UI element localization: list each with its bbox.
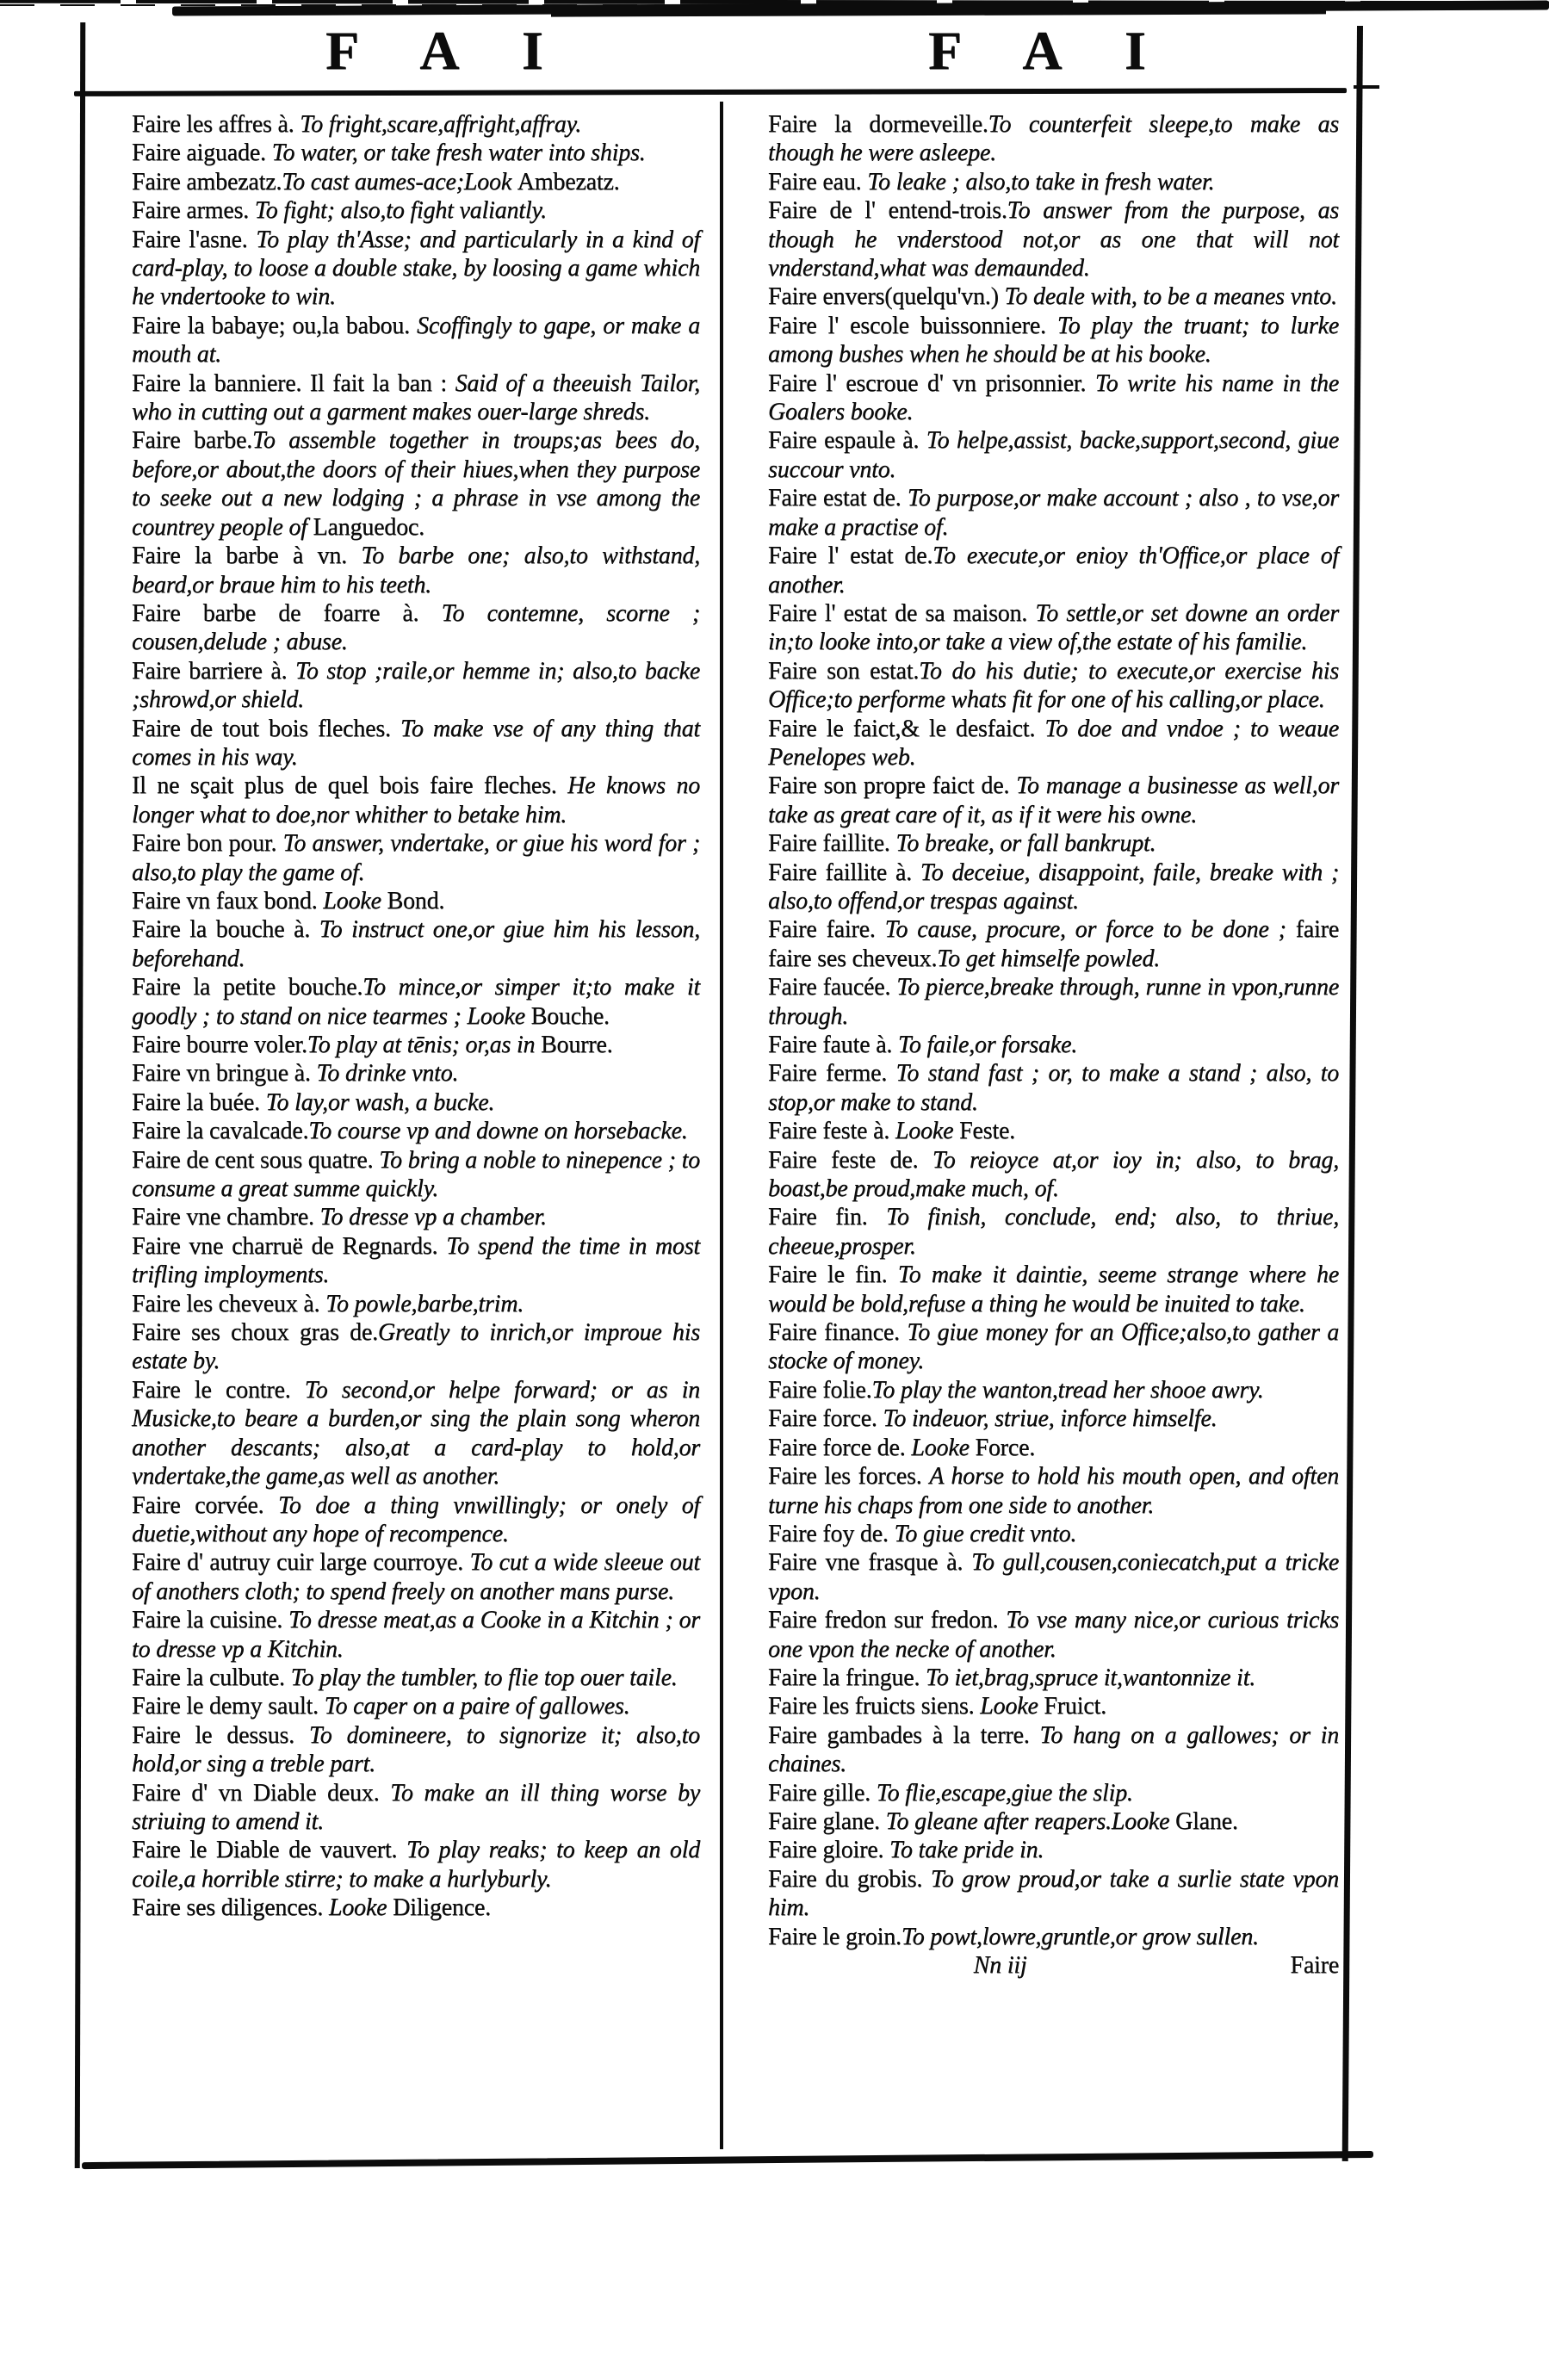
entry-headword-text: Faire vne charruë de Regnards. [132,1232,447,1260]
entry-definition-text: To play th'Asse; and particularly in a kind of card-play, to loose a double stake, by loosing a game which he vndertooke to win. [132,226,700,311]
entry-headword-text: Faire faire. [768,916,885,944]
entry-definition-text: To breake, or fall bankrupt. [895,830,1156,858]
entry-headword-text: Bouche. [530,1002,610,1030]
entry-headword-text: Bond. [387,887,445,914]
entry-headword-text: Faire finance. [768,1319,908,1347]
entry-definition-text: To giue money for an Office;also,to gather a stocke of money. [768,1319,1339,1375]
entry-definition-text: To do his dutie; to execute,or exercise his Office;to performe whats fit for one of his calling,or place. [768,657,1339,714]
entry-definition-text: To counterfeit sleepe,to make as though he were asleepe. [768,111,1339,167]
dictionary-entry [132,1117,700,1145]
entry-headword-text: Faire la buée. [132,1088,266,1116]
entry-headword-text: Faire la bouche à. [132,916,319,944]
entry-definition-text: To play the wanton,tread her shooe awry. [871,1376,1264,1404]
column-right [768,110,1339,1980]
entry-headword-text: Faire faucée. [768,974,897,1001]
entry-headword-text: Faire feste de. [768,1146,932,1174]
dictionary-entry [768,1664,1339,1692]
entry-headword-text: Faire ferme. [768,1060,896,1088]
entry-definition-text: To make an ill thing worse by striuing to amend it. [132,1779,701,1835]
entry-headword-text: Faire la dormeveille. [768,111,988,138]
entry-definition-text: Looke [980,1693,1044,1720]
entry-definition-text: To doe a thing vnwillingly; or onely of duetie,without any hope of recompence. [132,1491,700,1547]
entry-headword-text: Faire eau. [768,168,868,195]
entry-headword-text: Faire barbe de foarre à. [132,599,442,627]
entry-definition-text: To reioyce at,or ioy in; also, to brag, boast,be proud,make much, of. [768,1146,1340,1203]
dictionary-entry [768,1807,1339,1836]
entry-headword-text: Faire de cent sous quatre. [132,1146,380,1174]
entry-definition-text: To purpose,or make account ; also , to vse,or make a practise of. [768,485,1339,541]
dictionary-entry [768,1203,1339,1261]
dictionary-entry [768,772,1339,829]
entry-definition-text: To cast aumes-ace;Look [282,168,517,195]
dictionary-entry [768,973,1339,1031]
dictionary-entry [132,168,700,196]
dictionary-entry [132,1664,700,1692]
gathering-signature: Nn iij [973,1952,1027,1979]
dictionary-entry [768,312,1339,369]
column-divider-rule [720,102,723,2149]
dictionary-entry [132,1692,700,1720]
entry-definition-text: To indeuor, striue, inforce himselfe. [883,1405,1218,1433]
entry-headword-text: Fruict. [1044,1693,1106,1720]
entry-headword-text: Faire l' estat de. [768,542,933,570]
entry-headword-text: Faire barriere à. [132,657,296,685]
entry-headword-text: Faire faute à. [768,1032,898,1058]
dictionary-entry [768,426,1339,484]
entry-definition-text: To deale with, to be a meanes vnto. [1004,283,1337,311]
entry-definition-text: To settle,or set downe an order in;to looke into,or take a view of,the estate of his familie. [768,599,1339,656]
dictionary-entry [768,858,1339,916]
header-rule-dash [1354,85,1379,89]
entry-headword-text: Faire l'asne. [132,226,257,253]
entry-headword-text: Faire d' autruy cuir large courroye. [132,1549,470,1577]
entry-definition-text: To assemble together in troups;as bees do, before,or about,the doors of their hiues,when they purpose to seeke out a new lodging ; a phrase in vse among the countrey people of [132,427,701,541]
entry-headword-text: Languedoc. [313,513,424,541]
entry-definition-text: To answer, vndertake, or giue his word for ; also,to play the game of. [132,830,700,886]
entry-headword-text: Faire le Diable de vauvert. [132,1837,406,1864]
frame-left-border [75,22,86,2168]
entry-definition-text: To gleane after reapers.Looke [885,1807,1176,1835]
entry-headword-text: Faire les forces. [768,1463,930,1491]
entry-headword-text: Faire vne frasque à. [768,1549,972,1577]
dictionary-entry [132,1203,700,1231]
entry-definition-text: To get himselfe powled. [937,945,1160,972]
dictionary-entry [132,1146,700,1204]
entry-definition-text: To finish, conclude, end; also, to thriue, cheeue,prosper. [768,1204,1339,1260]
entry-definition-text: To drinke vnto. [316,1060,459,1088]
entry-headword-text: Faire la babaye; ou,la babou. [132,312,418,339]
entry-headword-text: Bourre. [541,1032,613,1058]
entry-headword-text: Faire armes. [132,197,255,225]
entry-definition-text: To leake ; also,to take in fresh water. [867,168,1215,195]
dictionary-entry [132,1779,700,1837]
dictionary-entry [132,829,700,887]
dictionary-entry [132,1376,700,1491]
dictionary-entry [768,1721,1339,1779]
entry-definition-text: Looke [328,1894,393,1922]
entry-headword-text: Faire vn faux bond. [132,887,324,914]
entry-definition-text: To instruct one,or giue him his lesson, beforehand. [132,916,700,972]
dictionary-entry [768,715,1339,772]
dictionary-entry [768,1779,1339,1807]
dictionary-entry [132,1088,700,1117]
entry-definition-text: To fright,scare,affright,affray. [300,111,582,138]
entry-definition-text: To lay,or wash, a bucke. [265,1088,495,1116]
dictionary-entry [768,1548,1339,1606]
entry-headword-text: Faire son estat. [768,657,920,685]
entry-headword-text: Faire bourre voler. [132,1032,307,1058]
entry-definition-text: To pierce,breake through, runne in vpon,runne through. [768,974,1339,1030]
dictionary-entry [768,1376,1339,1404]
entry-definition-text: To grow proud,or take a surlie state vpon him. [768,1865,1339,1922]
dictionary-entry [132,1721,700,1779]
entry-headword-text: Faire le demy sault. [132,1693,325,1720]
entry-headword-text: Faire son propre faict de. [768,772,1017,800]
dictionary-entry [768,829,1339,858]
dictionary-entry [132,1059,700,1088]
dictionary-entry [132,599,700,657]
entry-definition-text: To write his name in the Goalers booke. [768,369,1339,426]
dictionary-entry [132,1836,700,1893]
entry-headword-text: Faire force. [768,1405,883,1433]
entry-definition-text: To manage a businesse as well,or take as great care of it, as if it were his owne. [768,772,1339,828]
entry-definition-text: Looke [323,887,387,914]
dictionary-entry [132,110,700,139]
dictionary-entry [768,1318,1339,1376]
entry-definition-text: To hang on a gallowes; or in chaines. [768,1721,1339,1778]
entry-headword-text: Faire gille. [768,1779,877,1807]
entry-headword-text: Faire d' vn Diable deux. [132,1779,391,1807]
entry-definition-text: To dresse meat,as a Cooke in a Kitchin ; or to dresse vp a Kitchin. [132,1607,700,1663]
running-head-left: F A I [325,20,569,81]
dictionary-entry [768,369,1339,427]
entry-definition-text: To answer from the purpose, as though he vnderstood not,or as one that will not vnderstand,what was demaunded. [768,197,1339,282]
entry-definition-text: A horse to hold his mouth open, and often turne his chaps from one side to another. [768,1463,1339,1519]
entry-headword-text: Faire glane. [768,1807,886,1835]
entry-definition-text: To mince,or simper it;to make it goodly ; to stand on nice tearmes ; Looke [132,974,701,1030]
entry-definition-text: To play reaks; to keep an old coile,a horrible stirre; to make a hurlyburly. [132,1837,700,1893]
entry-headword-text: Faire la culbute. [132,1664,291,1691]
entry-definition-text: To stand fast ; or, to make a stand ; also, to stop,or make to stand. [768,1060,1339,1116]
entry-headword-text: Faire du grobis. [768,1865,931,1893]
entry-headword-text: Faire le contre. [132,1376,305,1404]
dictionary-entry [768,110,1339,168]
entry-definition-text: Said of a theeuish Tailor, who in cutting out a garment makes ouer-large shreds. [132,369,700,426]
entry-definition-text: To bring a noble to ninepence ; to consume a great summe quickly. [132,1146,700,1203]
dictionary-entry [768,1462,1339,1520]
dictionary-entry [132,1606,700,1664]
entry-headword-text: Faire la cavalcade. [132,1118,309,1145]
dictionary-entry [768,196,1339,282]
dictionary-entry [768,1606,1339,1664]
entry-headword-text: Faire force de. [768,1434,912,1461]
entry-headword-text: faire faire ses cheveux. [768,916,1339,972]
entry-headword-text: Faire envers(quelqu'vn.) [768,283,1005,311]
entry-headword-text: Glane. [1175,1807,1238,1835]
entry-headword-text: Faire fredon sur fredon. [768,1607,1007,1634]
entry-headword-text: Faire le groin. [768,1923,902,1950]
header-rule [74,88,1347,96]
dictionary-entry [768,1836,1339,1864]
entry-headword-text: Faire la banniere. Il fait la ban : [132,369,455,397]
entry-headword-text: Faire le fin. [768,1261,898,1289]
entry-definition-text: To play the truant; to lurke among bushes when he should be at his booke. [768,312,1339,369]
entry-headword-text: Faire les cheveux à. [132,1290,326,1317]
entry-headword-text: Faire gambades à la terre. [768,1721,1040,1749]
entry-definition-text: To play the tumbler, to flie top ouer taile. [290,1664,678,1691]
entry-definition-text: To caper on a paire of gallowes. [324,1693,630,1720]
dictionary-entry [132,1290,700,1318]
entry-headword-text: Diligence. [393,1894,491,1922]
entry-definition-text: To play at tēnis; or,as in [307,1032,542,1058]
entry-definition-text: To execute,or enioy th'Office,or place of another. [768,542,1339,598]
entry-headword-text: Faire barbe. [132,427,253,455]
entry-definition-text: To deceiue, disappoint, faile, breake with ; also,to offend,or trespas against. [768,858,1339,914]
entry-definition-text: Greatly to inrich,or improue his estate by. [132,1319,700,1375]
entry-definition-text: Scoffingly to gape, or make a mouth at. [132,312,701,369]
dictionary-entry [132,772,700,829]
entry-headword-text: Faire la petite bouche. [132,974,363,1001]
dictionary-entry [132,369,700,427]
entry-headword-text: Faire feste à. [768,1118,895,1145]
entry-definition-text: To powt,lowre,gruntle,or grow sullen. [901,1923,1259,1950]
dictionary-entry [768,1404,1339,1433]
entry-headword-text: Faire l' escole buissonniere. [768,312,1057,339]
entry-headword-text: Faire les affres à. [132,111,301,138]
dictionary-entry [132,1548,700,1606]
entry-definition-text: To giue credit vnto. [894,1520,1077,1547]
dictionary-entry [132,226,700,312]
entry-headword-text: Faire la fringue. [768,1664,926,1691]
entry-definition-text: To helpe,assist, backe,support,second, giue succour vnto. [768,427,1339,483]
entry-definition-text: To spend the time in most trifling imployments. [132,1232,701,1289]
entry-definition-text: To dresse vp a chamber. [319,1204,547,1231]
dictionary-entry [768,1865,1339,1923]
entry-definition-text: To take pride in. [889,1837,1044,1864]
entry-headword-text: Faire les fruicts siens. [768,1693,981,1720]
entry-definition-text: Looke [895,1118,960,1145]
entry-headword-text: Faire bon pour. [132,830,283,858]
dictionary-entry [768,1031,1339,1059]
entry-headword-text: Faire l' estat de sa maison. [768,599,1036,627]
dictionary-entry [768,542,1339,599]
entry-headword-text: Faire la cuisine. [132,1607,289,1634]
entry-headword-text: Faire de l' entend-trois. [768,197,1007,225]
dictionary-entry [768,1261,1339,1318]
entry-headword-text: Faire estat de. [768,485,908,512]
dictionary-entry [132,1232,700,1290]
dictionary-entry [768,282,1339,311]
entry-headword-text: Faire ses choux gras de. [132,1319,378,1347]
entry-definition-text: Looke [911,1434,976,1461]
dictionary-entry [132,1893,700,1922]
entry-headword-text: Faire ses diligences. [132,1894,329,1922]
entry-definition-text: To barbe one; also,to withstand, beard,or braue him to his teeth. [132,542,700,598]
entry-headword-text: Faire la barbe à vn. [132,542,362,570]
entry-headword-text: Faire vne chambre. [132,1204,320,1231]
entry-headword-text: Force. [975,1434,1036,1461]
entry-headword-text: Faire espaule à. [768,427,926,455]
dictionary-entry [768,484,1339,542]
dictionary-entry [132,973,700,1031]
dictionary-entry [768,1923,1339,1951]
dictionary-entry [132,1318,700,1376]
entry-definition-text: To cause, procure, or force to be done ; [884,916,1296,944]
dictionary-entry [132,1491,700,1549]
entry-headword-text: Feste. [959,1118,1015,1145]
dictionary-entry [768,1117,1339,1145]
dictionary-entry [768,915,1339,973]
dictionary-entry [768,1692,1339,1720]
entry-headword-text: Faire faillite à. [768,858,920,886]
dictionary-entry [132,139,700,167]
entry-headword-text: Faire vn bringue à. [132,1060,317,1088]
entry-definition-text: He knows no longer what to doe,nor whither to betake him. [132,772,700,828]
entry-definition-text: To cut a wide sleeue out of anothers cloth; to spend freely on another mans purse. [132,1549,700,1605]
dictionary-entry [132,196,700,225]
frame-bottom-border [82,2151,1373,2169]
entry-definition-text: To stop ;raile,or hemme in; also,to backe ;shrowd,or shield. [132,657,700,714]
entry-definition-text: To make vse of any thing that comes in his way. [132,715,700,771]
dictionary-entry [768,657,1339,715]
dictionary-entry [768,1520,1339,1548]
running-head-right: F A I [928,20,1172,81]
entry-definition-text: To iet,brag,spruce it,wantonnize it. [926,1664,1256,1691]
entry-headword-text: Faire corvée. [132,1491,278,1519]
entry-headword-text: Faire de tout bois fleches. [132,715,401,742]
entry-definition-text: To second,or helpe forward; or as in Musicke,to beare a burden,or sing the plain song wheron another descants; also,at a card-play to hold,or vndertake,the game,as well as another. [132,1376,700,1491]
entry-definition-text: To fight; also,to fight valiantly. [254,197,547,225]
entry-definition-text: To water, or take fresh water into ships. [271,139,646,167]
dictionary-entry [768,1146,1339,1204]
entry-headword-text: Faire l' escroue d' vn prisonnier. [768,369,1095,397]
catchword: Faire [1290,1952,1339,1979]
entry-definition-text: To domineere, to signorize it; also,to hold,or sing a treble part. [132,1721,700,1778]
dictionary-entry [768,1059,1339,1117]
frame-right-border [1342,26,1363,2161]
column-left [132,110,700,1923]
entry-headword-text: Faire aiguade. [132,139,272,167]
entry-definition-text: To doe and vndoe ; to weaue Penelopes web. [768,715,1339,771]
entry-headword-text: Il ne sçait plus de quel bois faire fleches. [132,772,568,800]
dictionary-entry [132,887,700,915]
entry-definition-text: To vse many nice,or curious tricks one vpon the necke of another. [768,1607,1340,1663]
dictionary-entry [132,1031,700,1059]
dictionary-entry [132,426,700,542]
dictionary-entry [132,915,700,973]
dictionary-entry [132,715,700,772]
signature-line [768,1951,1339,1980]
entry-headword-text: Faire ambezatz. [132,168,282,195]
dictionary-entry [132,542,700,599]
entry-definition-text: To flie,escape,giue the slip. [876,1779,1133,1807]
entry-definition-text: To course vp and downe on horsebacke. [308,1118,688,1145]
entry-headword-text: Faire foy de. [768,1520,895,1547]
entry-headword-text: Faire le faict,& le desfaict. [768,715,1045,742]
entry-headword-text: Ambezatz. [517,168,620,195]
entry-headword-text: Faire folie. [768,1376,872,1404]
entry-definition-text: To gull,cousen,coniecatch,put a tricke vpon. [768,1549,1339,1605]
dictionary-entry [132,657,700,715]
entry-definition-text: To faile,or forsake. [897,1032,1078,1058]
entry-headword-text: Faire faillite. [768,830,896,858]
entry-definition-text: To make it daintie, seeme strange where he would be bold,refuse a thing he would be inuited to take. [768,1261,1339,1317]
entry-headword-text: Faire fin. [768,1204,887,1231]
entry-definition-text: To powle,barbe,trim. [325,1290,524,1317]
entry-headword-text: Faire le dessus. [132,1721,309,1749]
dictionary-entry [768,1434,1339,1462]
dictionary-entry [768,168,1339,196]
dictionary-entry [768,599,1339,657]
entry-headword-text: Faire gloire. [768,1837,890,1864]
dictionary-entry [132,312,700,369]
entry-definition-text: To contemne, scorne ; cousen,delude ; abuse. [132,599,700,656]
